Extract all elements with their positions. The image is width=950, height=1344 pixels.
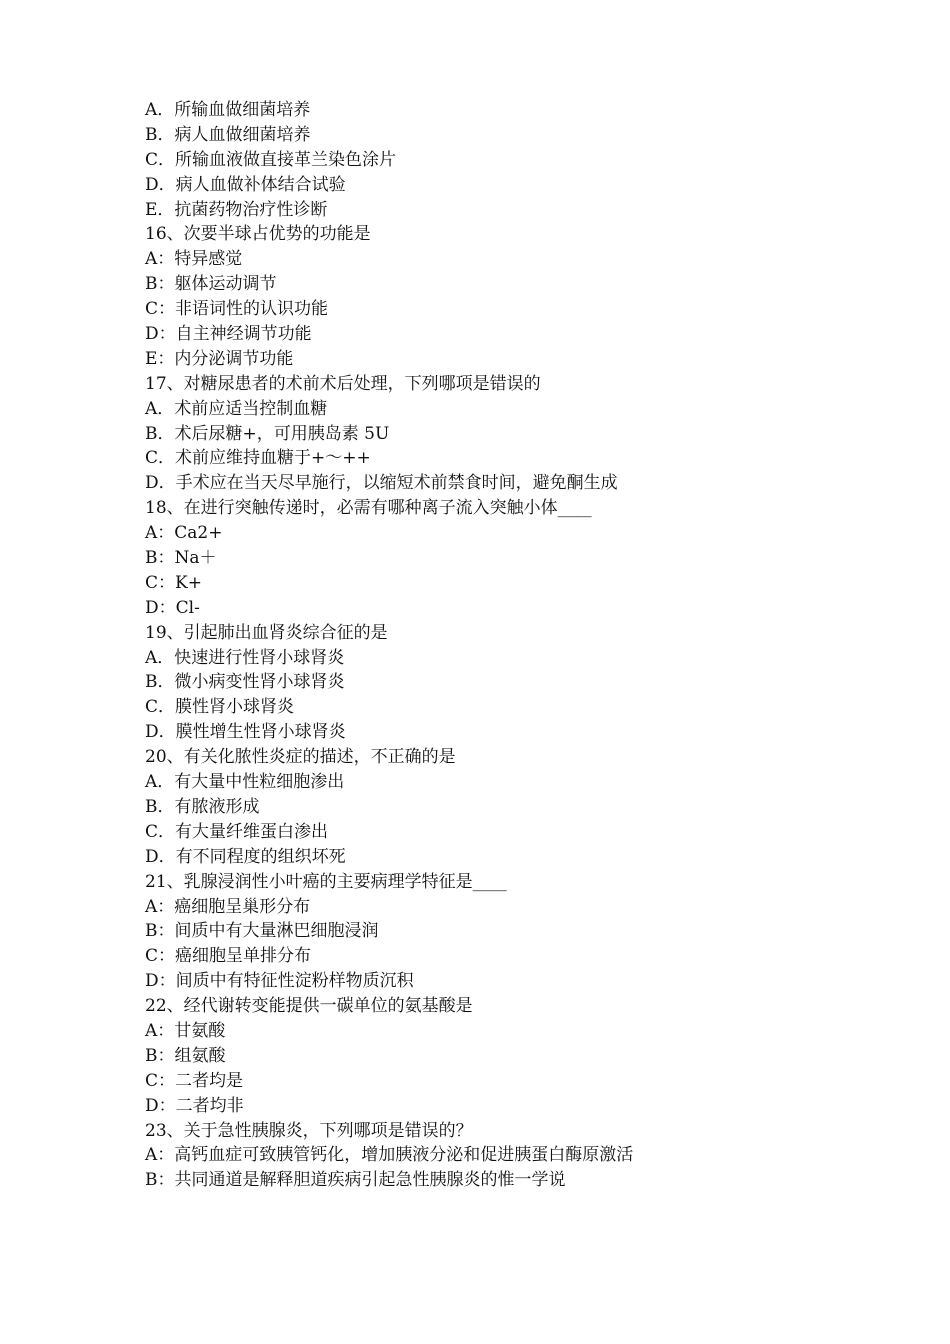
text-line: B．有脓液形成 — [145, 796, 260, 817]
text-line: E．抗菌药物治疗性诊断 — [145, 199, 328, 220]
text-line: D．手术应在当天尽早施行，以缩短术前禁食时间，避免酮生成 — [145, 473, 618, 494]
text-line: B：组氨酸 — [145, 1045, 226, 1066]
question-line: 17、对糖尿患者的术前术后处理，下列哪项是错误的 — [145, 373, 541, 394]
question-line: 18、在进行突触传递时，必需有哪种离子流入突触小体____ — [145, 498, 592, 519]
text-line: D．病人血做补体结合试验 — [145, 174, 346, 195]
text-line: A：癌细胞呈巢形分布 — [145, 896, 311, 917]
text-line: D．有不同程度的组织坏死 — [145, 846, 346, 867]
question-line: 16、次要半球占优势的功能是 — [145, 224, 371, 245]
text-line: A．快速进行性肾小球肾炎 — [145, 647, 345, 668]
question-line: 23、关于急性胰腺炎，下列哪项是错误的？ — [145, 1120, 473, 1141]
text-line: B．术后尿糖+，可用胰岛素 5U — [145, 423, 390, 444]
document-body — [145, 98, 865, 1193]
text-line: D．膜性增生性肾小球肾炎 — [145, 722, 346, 743]
text-line: B：Na＋ — [145, 548, 217, 569]
text-line: C：二者均是 — [145, 1070, 244, 1091]
text-line: C：癌细胞呈单排分布 — [145, 946, 312, 967]
text-line: A．所输血做细菌培养 — [145, 100, 311, 120]
text-line: C．术前应维持血糖于+～++ — [145, 448, 371, 469]
question-line: 21、乳腺浸润性小叶癌的主要病理学特征是____ — [145, 871, 507, 892]
question-line: 22、经代谢转变能提供一碳单位的氨基酸是 — [145, 996, 473, 1017]
text-line: D：间质中有特征性淀粉样物质沉积 — [145, 971, 414, 992]
text-line: C：K+ — [145, 572, 202, 593]
text-line: B：躯体运动调节 — [145, 274, 277, 295]
text-line: A：高钙血症可致胰管钙化，增加胰液分泌和促进胰蛋白酶原激活 — [145, 1145, 634, 1166]
text-line: E：内分泌调节功能 — [145, 348, 294, 369]
text-line: D：Cl- — [145, 597, 200, 618]
text-line: B．微小病变性肾小球肾炎 — [145, 672, 345, 693]
text-line: C：非语词性的认识功能 — [145, 299, 329, 320]
text-line: C．膜性肾小球肾炎 — [145, 697, 295, 718]
text-line: A．术前应适当控制血糖 — [145, 398, 328, 419]
text-line: C．所输血液做直接革兰染色涂片 — [145, 149, 397, 170]
question-line: 20、有关化脓性炎症的描述，不正确的是 — [145, 747, 456, 768]
text-line: B：共同通道是解释胆道疾病引起急性胰腺炎的惟一学说 — [145, 1170, 566, 1191]
question-line: 19、引起肺出血肾炎综合征的是 — [145, 622, 388, 643]
text-line: D：自主神经调节功能 — [145, 324, 312, 345]
text-line: B．病人血做细菌培养 — [145, 124, 311, 145]
text-line: B：间质中有大量淋巴细胞浸润 — [145, 921, 379, 942]
text-line: D：二者均非 — [145, 1095, 244, 1116]
text-line: A：特异感觉 — [145, 249, 243, 270]
text-line: A：Ca2+ — [145, 523, 223, 544]
text-line: C．有大量纤维蛋白渗出 — [145, 821, 329, 842]
text-line: A．有大量中性粒细胞渗出 — [145, 772, 345, 793]
text-line: A：甘氨酸 — [145, 1020, 226, 1041]
